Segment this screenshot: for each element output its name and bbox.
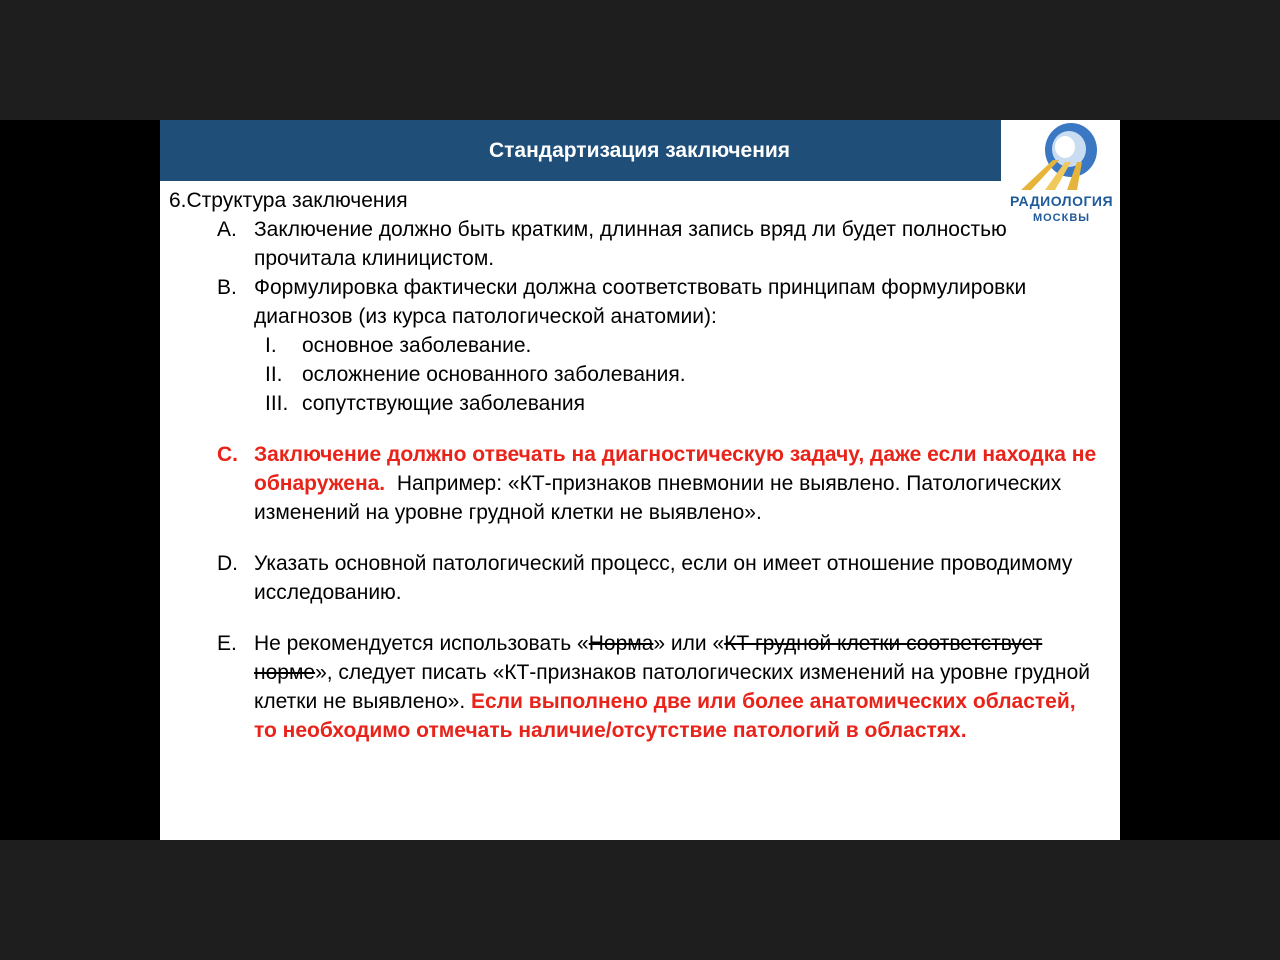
item-text-highlight: Если выполнено две или более анатомических областей, то необходимо отмечать наличие/отсутствие патологий в областях. (254, 690, 1076, 742)
sub-item-1 (169, 331, 1109, 360)
item-marker: A. (217, 218, 237, 241)
item-text: Заключение должно быть кратким, длинная запись вряд ли будет полностью прочитала клиницистом. (254, 218, 1007, 270)
slide (160, 120, 1120, 840)
item-text: Формулировка фактически должна соответствовать принципам формулировки диагнозов (из курса патологической анатомии): (254, 276, 1027, 328)
sub-marker: I. (265, 334, 277, 357)
slide-title: Стандартизация заключения (488, 138, 791, 162)
item-text: » или « (653, 632, 725, 655)
item-text: Указать основной патологический процесс, если он имеет отношение проводимому исследованию. (254, 552, 1073, 604)
logo-subtitle: МОСКВЫ (1032, 212, 1091, 224)
list-item-e (169, 629, 1109, 745)
slide-content (169, 186, 1109, 745)
item-marker: C. (217, 443, 238, 466)
sub-marker: III. (265, 392, 289, 415)
struck-text: Норма (588, 632, 654, 655)
item-text: Например: «КТ-признаков пневмонии не выявлено. Патологических изменений на уровне грудной клетки не выявлено». (254, 472, 1062, 524)
sub-text: сопутствующие заболевания (302, 392, 586, 415)
item-text: Не рекомендуется использовать « (254, 632, 589, 655)
list-item-b (169, 273, 1109, 331)
item-marker: E. (217, 632, 237, 655)
sub-text: осложнение основанного заболевания. (302, 363, 686, 386)
struck-text: КТ грудной клетки соответствует норме (254, 632, 1043, 684)
bottom-letterbox (0, 840, 1280, 960)
item-marker: D. (217, 552, 238, 575)
top-letterbox (0, 0, 1280, 120)
sub-item-3 (169, 389, 1109, 418)
section-heading: 6.Структура заключения (169, 189, 408, 212)
logo-emblem-icon (1015, 120, 1110, 192)
list-item-d (169, 549, 1109, 607)
title-bar (160, 120, 1001, 181)
item-text: », следует писать «КТ-признаков патологических изменений на уровне грудной клетки не выявлено». (254, 661, 1091, 713)
sub-item-2 (169, 360, 1109, 389)
sub-marker: II. (265, 363, 283, 386)
list-item-c (169, 440, 1109, 527)
logo-name: РАДИОЛОГИЯ (1009, 193, 1114, 209)
item-text-highlight: Заключение должно отвечать на диагностическую задачу, даже если находка не обнаружена. (254, 443, 1097, 495)
sub-text: основное заболевание. (302, 334, 532, 357)
item-marker: B. (217, 276, 237, 299)
list-item-a (169, 215, 1109, 273)
